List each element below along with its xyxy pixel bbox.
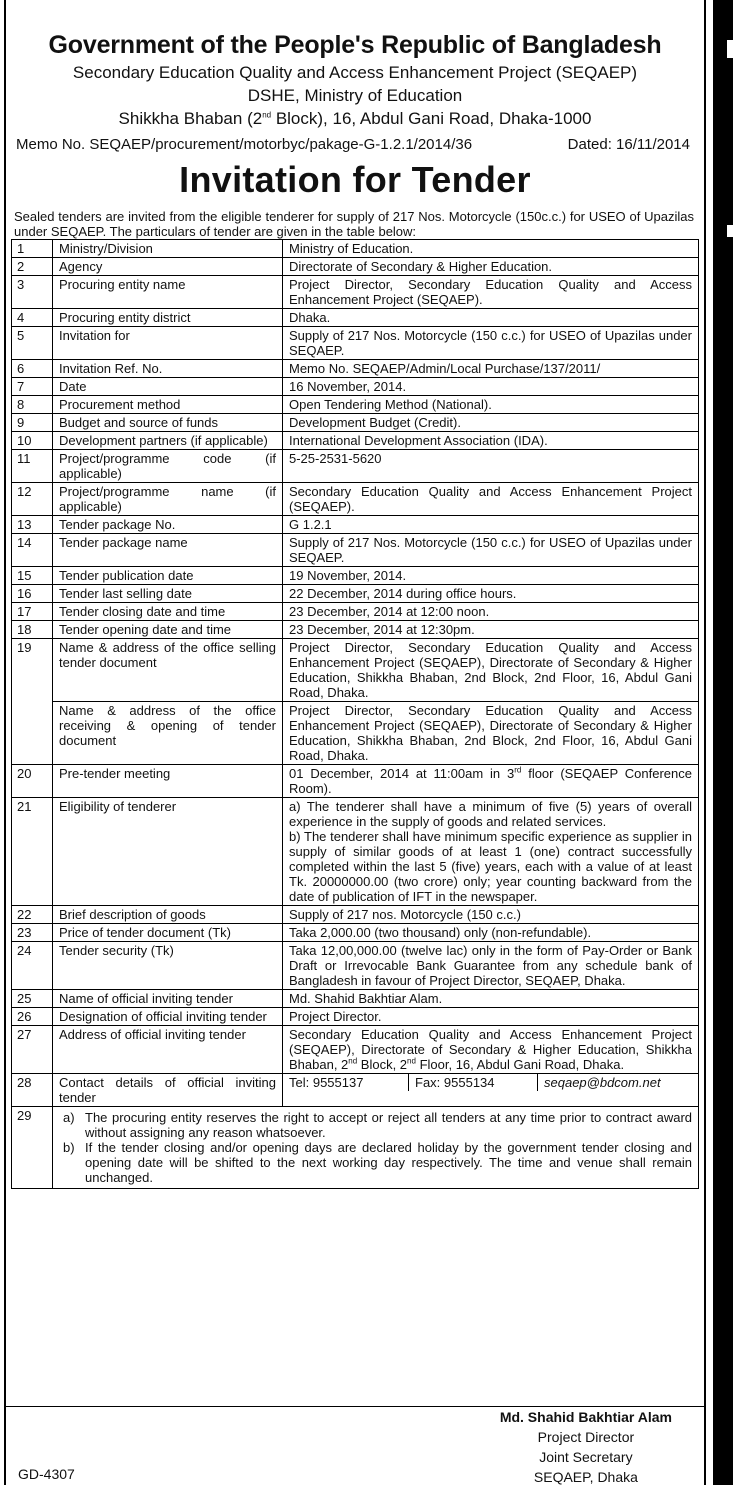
row-label: Procuring entity name — [53, 276, 283, 309]
row-number: 9 — [12, 414, 53, 432]
signatory-office: SEQAEP, Dhaka — [533, 1469, 638, 1485]
table-row — [12, 1008, 699, 1026]
row-label: Tender security (Tk) — [53, 942, 283, 990]
row-number: 14 — [12, 534, 53, 567]
row-label: Tender closing date and time — [53, 603, 283, 621]
row-label: Budget and source of funds — [53, 414, 283, 432]
row-value: G 1.2.1 — [283, 516, 699, 534]
row-value: Supply of 217 Nos. Motorcycle (150 c.c.) for USEO of Upazilas under SEQAEP. — [283, 327, 699, 360]
row-label: Tender package No. — [53, 516, 283, 534]
row-label: Procurement method — [53, 396, 283, 414]
row-value: Project Director, Secondary Education Quality and Access Enhancement Project (SEQAEP). — [283, 276, 699, 309]
table-row — [12, 702, 699, 765]
row-number: 19 — [12, 639, 53, 765]
memo-number: Memo No. SEQAEP/procurement/motorbyc/pakage-G-1.2.1/2014/36 — [16, 136, 473, 153]
table-row — [12, 585, 699, 603]
row-number: 1 — [12, 240, 53, 258]
row-value: Development Budget (Credit). — [283, 414, 699, 432]
row-label: Tender package name — [53, 534, 283, 567]
row-number: 29 — [12, 1107, 53, 1189]
table-row — [12, 990, 699, 1008]
scan-edge-notch — [727, 225, 733, 237]
row-label: Eligibility of tenderer — [53, 798, 283, 906]
gd-code: GD-4307 — [18, 1466, 75, 1482]
row-number: 8 — [12, 396, 53, 414]
row-label: Development partners (if applicable) — [53, 432, 283, 450]
row-number: 11 — [12, 450, 53, 483]
row-value: Secondary Education Quality and Access Enhancement Project (SEQAEP). — [283, 483, 699, 516]
eligibility-b: b) The tenderer shall have minimum specific experience as supplier in supply of similar goods of at least 1 (one) contract successfully completed within the last 5 (five) years, each with a value of at least Tk. 20000000.00 (two crore) only; year counting backward from the date of publication of IFT in the newspaper. — [289, 829, 692, 904]
row-number: 10 — [12, 432, 53, 450]
table-row — [12, 1026, 699, 1074]
row-value: Project Director. — [283, 1008, 699, 1026]
government-title: Government of the People's Republic of Bangladesh — [48, 31, 662, 59]
row-number: 18 — [12, 621, 53, 639]
notes-list — [59, 1110, 692, 1185]
row-number: 16 — [12, 585, 53, 603]
row-label: Date — [53, 378, 283, 396]
row-value: Project Director, Secondary Education Quality and Access Enhancement Project (SEQAEP), Directorate of Secondary & Higher Education, Shikkha Bhaban, 2nd Block, 2nd Floor, 16, Abdul Gani Road, Dhaka. — [283, 702, 699, 765]
signatory-rank: Joint Secretary — [539, 1449, 633, 1465]
row-value: Ministry of Education. — [283, 240, 699, 258]
list-item: a) The procuring entity reserves the right to accept or reject all tenders at any time prior to contract award without assigning any reason whatsoever. — [63, 1110, 692, 1140]
row-value: 19 November, 2014. — [283, 567, 699, 585]
row-value: 23 December, 2014 at 12:00 noon. — [283, 603, 699, 621]
memo-line — [6, 136, 704, 153]
table-row — [12, 396, 699, 414]
row-value: Directorate of Secondary & Higher Education. — [283, 258, 699, 276]
signatory-name: Md. Shahid Bakhtiar Alam — [499, 1409, 672, 1425]
row-number: 21 — [12, 798, 53, 906]
row-value: Dhaka. — [283, 309, 699, 327]
row-number: 13 — [12, 516, 53, 534]
row-label: Address of official inviting tender — [53, 1026, 283, 1074]
row-number: 2 — [12, 258, 53, 276]
row-label: Name of official inviting tender — [53, 990, 283, 1008]
row-value: 22 December, 2014 during office hours. — [283, 585, 699, 603]
row-label: Procuring entity district — [53, 309, 283, 327]
notice-title: Invitation for Tender — [179, 159, 531, 200]
row-label: Ministry/Division — [53, 240, 283, 258]
table-row — [12, 240, 699, 258]
row-number: 3 — [12, 276, 53, 309]
contact-fax: Fax: 9555134 — [409, 1074, 538, 1091]
row-number: 27 — [12, 1026, 53, 1074]
row-number: 15 — [12, 567, 53, 585]
table-row — [12, 432, 699, 450]
ministry-name: DSHE, Ministry of Education — [247, 86, 463, 105]
table-row — [12, 1074, 699, 1107]
row-label: Tender last selling date — [53, 585, 283, 603]
table-row — [12, 309, 699, 327]
row-number: 5 — [12, 327, 53, 360]
table-row — [12, 765, 699, 798]
contact-cell — [283, 1074, 699, 1107]
contact-email: seqaep@bdcom.net — [544, 1075, 661, 1090]
table-row — [12, 603, 699, 621]
row-number: 24 — [12, 942, 53, 990]
row-value: Supply of 217 nos. Motorcycle (150 c.c.) — [283, 906, 699, 924]
contact-tel: Tel: 9555137 — [283, 1074, 409, 1091]
table-row — [12, 450, 699, 483]
row-label: Project/programme code (if applicable) — [53, 450, 283, 483]
row-value: 16 November, 2014. — [283, 378, 699, 396]
table-row — [12, 516, 699, 534]
table-row — [12, 378, 699, 396]
table-row — [12, 621, 699, 639]
row-value: 23 December, 2014 at 12:30pm. — [283, 621, 699, 639]
table-row — [12, 798, 699, 906]
row-value: Memo No. SEQAEP/Admin/Local Purchase/137/2011/ — [283, 360, 699, 378]
notice-header — [6, 33, 704, 127]
eligibility-a: a) The tenderer shall have a minimum of five (5) years of overall experience in the supply of goods and related services. — [289, 799, 692, 829]
row-value: Md. Shahid Bakhtiar Alam. — [283, 990, 699, 1008]
row-number: 22 — [12, 906, 53, 924]
table-row — [12, 567, 699, 585]
signature-block — [500, 1407, 672, 1487]
row-number: 28 — [12, 1074, 53, 1107]
row-label: Designation of official inviting tender — [53, 1008, 283, 1026]
table-row — [12, 534, 699, 567]
list-item: b) If the tender closing and/or opening days are declared holiday by the government tender closing and opening date will be shifted to the next working day respectively. The time and venue shall remain unchanged. — [63, 1140, 692, 1185]
row-label: Contact details of official inviting tender — [53, 1074, 283, 1107]
row-label: Invitation Ref. No. — [53, 360, 283, 378]
table-row — [12, 924, 699, 942]
row-number: 25 — [12, 990, 53, 1008]
row-label: Pre-tender meeting — [53, 765, 283, 798]
row-value: Taka 12,00,000.00 (twelve lac) only in the form of Pay-Order or Bank Draft or Irrevocable Bank Guarantee from any schedule bank of Bangladesh in favour of Project Director, SEQAEP, Dhaka. — [283, 942, 699, 990]
row-number: 23 — [12, 924, 53, 942]
row-label: Brief description of goods — [53, 906, 283, 924]
row-label: Name & address of the office receiving & opening of tender document — [53, 702, 283, 765]
row-label: Price of tender document (Tk) — [53, 924, 283, 942]
tender-particulars-table — [11, 239, 699, 1189]
signatory-title: Project Director — [537, 1429, 635, 1445]
scan-edge-border — [713, 0, 733, 1485]
table-row — [12, 414, 699, 432]
row-label: Tender publication date — [53, 567, 283, 585]
row-value: International Development Association (IDA). — [283, 432, 699, 450]
table-row — [12, 942, 699, 990]
row-value: Taka 2,000.00 (two thousand) only (non-refundable). — [283, 924, 699, 942]
row-value: Supply of 217 Nos. Motorcycle (150 c.c.) for USEO of Upazilas under SEQAEP. — [283, 534, 699, 567]
table-row — [12, 360, 699, 378]
memo-date: Dated: 16/11/2014 — [567, 136, 690, 153]
row-label: Agency — [53, 258, 283, 276]
table-row — [12, 1107, 699, 1189]
row-label: Name & address of the office selling tender document — [53, 639, 283, 702]
table-row — [12, 906, 699, 924]
notes-cell — [53, 1107, 699, 1189]
row-value: Open Tendering Method (National). — [283, 396, 699, 414]
row-label: Project/programme name (if applicable) — [53, 483, 283, 516]
row-number: 7 — [12, 378, 53, 396]
row-number: 6 — [12, 360, 53, 378]
scan-edge-notch — [727, 40, 733, 58]
table-row — [12, 258, 699, 276]
row-value: 01 December, 2014 at 11:00am in 3rd floor (SEQAEP Conference Room). — [283, 765, 699, 798]
row-number: 4 — [12, 309, 53, 327]
row-value: 5-25-2531-5620 — [283, 450, 699, 483]
project-name: Secondary Education Quality and Access Enhancement Project (SEQAEP) — [72, 63, 638, 82]
tender-notice — [4, 0, 706, 1485]
row-number: 17 — [12, 603, 53, 621]
intro-paragraph: Sealed tenders are invited from the eligible tenderer for supply of 217 Nos. Motorcycle (150c.c.) for USEO of Upazilas under SEQAEP. The particulars of tender are given in the table below: — [14, 209, 694, 239]
table-row — [12, 327, 699, 360]
row-number: 12 — [12, 483, 53, 516]
row-number: 20 — [12, 765, 53, 798]
row-label: Tender opening date and time — [53, 621, 283, 639]
row-label: Invitation for — [53, 327, 283, 360]
row-value: Secondary Education Quality and Access Enhancement Project (SEQAEP), Directorate of Secondary & Higher Education, Shikkha Bhaban, 2nd Block, 2nd Floor, 16, Abdul Gani Road, Dhaka. — [283, 1026, 699, 1074]
office-address: Shikkha Bhaban (2nd Block), 16, Abdul Gani Road, Dhaka-1000 — [118, 109, 592, 128]
table-row — [12, 639, 699, 702]
row-number: 26 — [12, 1008, 53, 1026]
row-value: Project Director, Secondary Education Quality and Access Enhancement Project (SEQAEP), Directorate of Secondary & Higher Education, Shikkha Bhaban, 2nd Block, 2nd Floor, 16, Abdul Gani Road, Dhaka. — [283, 639, 699, 702]
row-value — [283, 798, 699, 906]
table-row — [12, 483, 699, 516]
table-row — [12, 276, 699, 309]
